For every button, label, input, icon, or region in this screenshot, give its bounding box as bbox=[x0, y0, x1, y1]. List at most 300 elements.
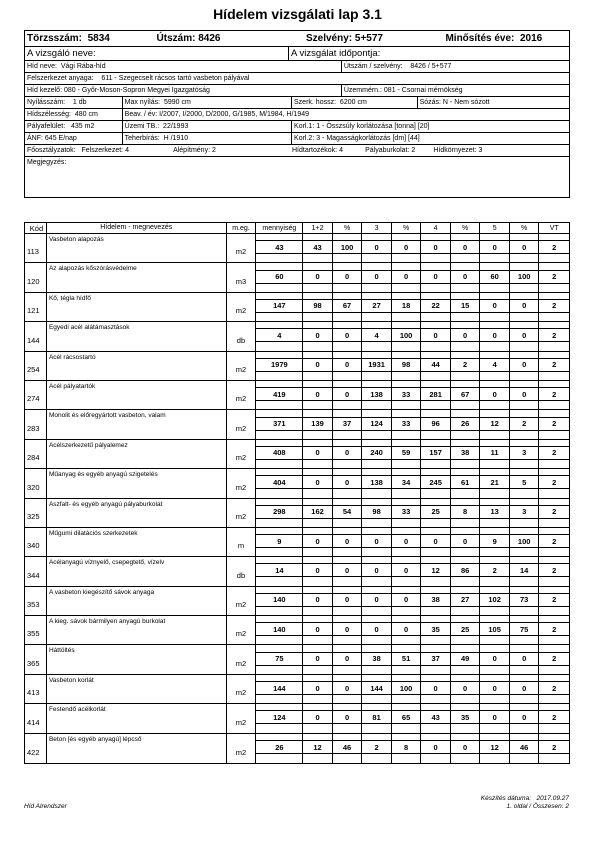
cell-value-text: 0 bbox=[510, 387, 539, 401]
cell-value-text: 2 bbox=[539, 358, 569, 372]
cell-value-text: 73 bbox=[510, 593, 539, 607]
table-row bbox=[25, 528, 569, 557]
cell-value-text: 1931 bbox=[362, 358, 391, 372]
cell-value-text: 2 bbox=[539, 240, 569, 254]
cell-value-text: 0 bbox=[510, 358, 539, 372]
cell-value bbox=[362, 645, 392, 673]
cell-mennyiseg bbox=[256, 469, 303, 497]
col-vt: VT bbox=[549, 224, 559, 232]
cell-kod: 340 bbox=[25, 528, 47, 556]
cell-value bbox=[539, 499, 569, 527]
cell-mennyiseg-value: 371 bbox=[256, 417, 302, 431]
cell-value bbox=[392, 616, 422, 644]
cell-value-text: 0 bbox=[421, 534, 450, 548]
label-hidkezelo: Híd kezelő: bbox=[27, 87, 63, 94]
cell-value-text: 100 bbox=[510, 534, 539, 548]
cell-mennyiseg-value: 1979 bbox=[256, 358, 302, 372]
label-felszerkezet: Felszerkezet anyaga: bbox=[27, 75, 94, 82]
cell-mennyiseg-value: 419 bbox=[256, 387, 302, 401]
cell-meg: m2 bbox=[227, 587, 257, 615]
cell-meg: db bbox=[227, 322, 257, 350]
cell-kod: 254 bbox=[25, 352, 47, 380]
label-korl1: Korl.1: bbox=[294, 123, 315, 130]
cell-value bbox=[480, 499, 510, 527]
cell-value-text: 0 bbox=[421, 328, 450, 342]
cell-value-text: 0 bbox=[510, 681, 539, 695]
cell-value-text: 67 bbox=[451, 387, 480, 401]
cell-kod: 414 bbox=[25, 704, 47, 732]
cell-value bbox=[480, 410, 510, 438]
cell-value-text: 0 bbox=[451, 328, 480, 342]
label-uzemi-tb: Üzemi TB.: bbox=[124, 123, 160, 130]
cell-value-text: 22 bbox=[421, 299, 450, 313]
cell-value-text: 61 bbox=[451, 475, 480, 489]
cell-value bbox=[510, 645, 540, 673]
cell-value bbox=[480, 234, 510, 262]
cell-value-text: 33 bbox=[392, 417, 421, 431]
cell-value bbox=[333, 528, 363, 556]
value-korl1: 1 - Összsúly korlátozása [tonna] [20] bbox=[316, 123, 430, 130]
cell-value-text: 0 bbox=[303, 622, 332, 636]
cell-value-text: 0 bbox=[333, 652, 362, 666]
cell-value bbox=[362, 234, 392, 262]
cell-value-text: 281 bbox=[421, 387, 450, 401]
col-3: 3 bbox=[362, 223, 392, 233]
cell-value bbox=[362, 352, 392, 380]
cell-value bbox=[303, 704, 333, 732]
col-pct-3: % bbox=[392, 223, 422, 233]
cell-value-text: 65 bbox=[392, 710, 421, 724]
value-palyafelulet: 435 m2 bbox=[70, 123, 95, 130]
cell-meg: m2 bbox=[227, 469, 257, 497]
cell-value bbox=[362, 734, 392, 763]
cell-value-text: 0 bbox=[303, 652, 332, 666]
value-palyaburkolat: 2 bbox=[411, 147, 416, 154]
footer-system: Híd Alrendszer bbox=[24, 803, 67, 810]
cell-value bbox=[333, 293, 363, 321]
cell-value bbox=[480, 469, 510, 497]
cell-mennyiseg bbox=[256, 293, 303, 321]
cell-value bbox=[392, 440, 422, 468]
cell-value-text: 25 bbox=[421, 505, 450, 519]
cell-megnevezes: Műanyag és egyéb anyagú szigetelés bbox=[47, 469, 227, 497]
cell-value bbox=[303, 616, 333, 644]
cell-meg: m2 bbox=[227, 440, 257, 468]
cell-value bbox=[421, 616, 451, 644]
cell-value-text: 2 bbox=[539, 593, 569, 607]
table-header bbox=[25, 222, 569, 234]
cell-value bbox=[480, 616, 510, 644]
cell-value bbox=[333, 234, 363, 262]
cell-value bbox=[539, 352, 569, 380]
cell-meg: m2 bbox=[227, 704, 257, 732]
cell-kod: 365 bbox=[25, 645, 47, 673]
label-uzemmern: Üzemmérn.: bbox=[343, 87, 382, 94]
label-anf: ÁNF: bbox=[27, 135, 43, 142]
header-row-palya bbox=[25, 121, 569, 133]
cell-value bbox=[451, 528, 481, 556]
cell-value-text: 144 bbox=[362, 681, 391, 695]
cell-value-text: 0 bbox=[392, 563, 421, 577]
cell-value bbox=[303, 499, 333, 527]
cell-value-text: 27 bbox=[362, 299, 391, 313]
cell-value-text: 81 bbox=[362, 710, 391, 724]
cell-value bbox=[480, 704, 510, 732]
label-palyafelulet: Pályafelület: bbox=[27, 123, 66, 130]
cell-megnevezes: Acélszerkezetű pályalemez bbox=[47, 440, 227, 468]
cell-value bbox=[539, 234, 569, 262]
header-row-ids bbox=[25, 31, 569, 47]
cell-value bbox=[392, 234, 422, 262]
cell-value bbox=[421, 352, 451, 380]
cell-value-text: 2 bbox=[539, 534, 569, 548]
cell-value bbox=[333, 675, 363, 703]
cell-value bbox=[421, 528, 451, 556]
cell-value-text: 2 bbox=[539, 652, 569, 666]
label-felszerkezet2: Felszerkezet: bbox=[81, 147, 124, 154]
cell-mennyiseg-value: 140 bbox=[256, 622, 302, 636]
cell-value bbox=[421, 440, 451, 468]
cell-mennyiseg bbox=[256, 499, 303, 527]
cell-value-text: 0 bbox=[451, 240, 480, 254]
cell-value bbox=[510, 499, 540, 527]
table-row bbox=[25, 645, 569, 674]
cell-value-text: 0 bbox=[510, 652, 539, 666]
page-title: Hídelem vizsgálati lap 3.1 bbox=[213, 6, 382, 22]
cell-value bbox=[421, 675, 451, 703]
cell-value-text: 13 bbox=[480, 505, 509, 519]
cell-value-text: 2 bbox=[539, 710, 569, 724]
cell-value bbox=[362, 440, 392, 468]
cell-value bbox=[451, 293, 481, 321]
cell-value-text: 0 bbox=[333, 622, 362, 636]
cell-value-text: 0 bbox=[303, 681, 332, 695]
footer-date: 2017.09.27 bbox=[536, 795, 569, 802]
footer-date-label: Készítés dátuma: bbox=[480, 795, 532, 802]
cell-value-text: 138 bbox=[362, 387, 391, 401]
cell-value bbox=[303, 734, 333, 763]
cell-value bbox=[333, 322, 363, 350]
cell-value-text: 12 bbox=[480, 417, 509, 431]
value-felszerkezet: 611 - Szegecselt rácsos tartó vasbeton pályával bbox=[101, 75, 250, 82]
cell-value-text: 0 bbox=[333, 446, 362, 460]
col-megnevezes: Hídelem - megnevezés bbox=[47, 223, 227, 233]
cell-value-text: 2 bbox=[539, 328, 569, 342]
cell-value-text: 0 bbox=[303, 328, 332, 342]
cell-value-text: 11 bbox=[480, 446, 509, 460]
cell-value bbox=[510, 440, 540, 468]
cell-mennyiseg bbox=[256, 381, 303, 409]
cell-value-text: 2 bbox=[510, 417, 539, 431]
cell-value-text: 98 bbox=[303, 299, 332, 313]
hidelem-table bbox=[24, 222, 570, 764]
table-row bbox=[25, 469, 569, 498]
table-row bbox=[25, 440, 569, 469]
cell-value bbox=[362, 263, 392, 291]
cell-mennyiseg bbox=[256, 557, 303, 585]
cell-value-text: 0 bbox=[333, 358, 362, 372]
table-row bbox=[25, 352, 569, 381]
cell-meg: m2 bbox=[227, 734, 257, 763]
cell-value bbox=[480, 263, 510, 291]
value-alepitmeny: 2 bbox=[211, 147, 216, 154]
cell-value-text: 0 bbox=[303, 387, 332, 401]
cell-value-text: 0 bbox=[333, 475, 362, 489]
cell-value-text: 162 bbox=[303, 505, 332, 519]
cell-value bbox=[333, 616, 363, 644]
cell-value-text: 3 bbox=[510, 446, 539, 460]
cell-value bbox=[539, 381, 569, 409]
label-idopont: A vizsgálat időpontja: bbox=[291, 48, 381, 59]
table-row bbox=[25, 557, 569, 586]
cell-value bbox=[539, 440, 569, 468]
cell-value bbox=[510, 734, 540, 763]
value-hidkornyezet: 3 bbox=[478, 147, 483, 154]
cell-mennyiseg-value: 124 bbox=[256, 710, 302, 724]
cell-value-text: 44 bbox=[421, 358, 450, 372]
cell-megnevezes: Acél pályatartók bbox=[47, 381, 227, 409]
label-teherbiras: Teherbírás: bbox=[124, 135, 160, 142]
cell-value-text: 157 bbox=[421, 446, 450, 460]
value-teherbiras: H /1910 bbox=[163, 135, 189, 142]
cell-mennyiseg-value: 14 bbox=[256, 563, 302, 577]
header-row-szelesseg bbox=[25, 109, 569, 121]
label-alepitmeny: Alépítmény: bbox=[173, 147, 211, 154]
cell-value bbox=[480, 557, 510, 585]
cell-value bbox=[303, 234, 333, 262]
cell-value bbox=[333, 440, 363, 468]
cell-mennyiseg-value: 408 bbox=[256, 446, 302, 460]
table-row bbox=[25, 410, 569, 439]
cell-megnevezes: Műgumi dilatációs szerkezetek bbox=[47, 528, 227, 556]
cell-value bbox=[303, 352, 333, 380]
label-sozas: Sózás: bbox=[419, 99, 441, 106]
cell-value bbox=[451, 381, 481, 409]
cell-value-text: 139 bbox=[303, 417, 332, 431]
cell-value bbox=[510, 616, 540, 644]
cell-mennyiseg bbox=[256, 410, 303, 438]
cell-megnevezes: Háttöltés bbox=[47, 645, 227, 673]
cell-megnevezes: Festendő acélkorlát bbox=[47, 704, 227, 732]
cell-value bbox=[421, 322, 451, 350]
cell-value bbox=[392, 352, 422, 380]
cell-value bbox=[451, 410, 481, 438]
cell-value bbox=[510, 587, 540, 615]
cell-value-text: 12 bbox=[480, 740, 509, 754]
cell-value-text: 0 bbox=[421, 740, 450, 754]
cell-meg: m2 bbox=[227, 616, 257, 644]
cell-value bbox=[362, 704, 392, 732]
cell-value-text: 37 bbox=[333, 417, 362, 431]
cell-mennyiseg-value: 147 bbox=[256, 299, 302, 313]
cell-value-text: 0 bbox=[480, 710, 509, 724]
cell-value-text: 102 bbox=[480, 593, 509, 607]
cell-value bbox=[362, 587, 392, 615]
cell-value-text: 0 bbox=[362, 270, 391, 284]
label-szerk-hossz: Szerk. hossz: bbox=[294, 99, 337, 106]
cell-value bbox=[392, 322, 422, 350]
cell-value-text: 54 bbox=[333, 505, 362, 519]
cell-megnevezes: Aszfalt- és egyéb anyagú pályaburkolat bbox=[47, 499, 227, 527]
col-4: 4 bbox=[421, 223, 451, 233]
header-row-name bbox=[25, 61, 569, 73]
cell-meg: m2 bbox=[227, 645, 257, 673]
cell-value-text: 2 bbox=[539, 563, 569, 577]
cell-value bbox=[421, 734, 451, 763]
cell-megnevezes: Egyedi acél alátámasztások bbox=[47, 322, 227, 350]
cell-value-text: 9 bbox=[480, 534, 509, 548]
cell-value bbox=[333, 645, 363, 673]
cell-mennyiseg bbox=[256, 616, 303, 644]
cell-mennyiseg-value: 9 bbox=[256, 534, 302, 548]
table-row bbox=[25, 675, 569, 704]
cell-value bbox=[392, 645, 422, 673]
cell-value bbox=[510, 234, 540, 262]
cell-value bbox=[392, 734, 422, 763]
cell-kod: 353 bbox=[25, 587, 47, 615]
cell-meg: m bbox=[227, 528, 257, 556]
cell-value-text: 18 bbox=[392, 299, 421, 313]
col-pct-5: % bbox=[510, 223, 540, 233]
cell-value bbox=[303, 557, 333, 585]
cell-value-text: 100 bbox=[510, 270, 539, 284]
cell-value bbox=[510, 381, 540, 409]
cell-value-text: 25 bbox=[451, 622, 480, 636]
cell-value bbox=[333, 381, 363, 409]
cell-value-text: 3 bbox=[510, 505, 539, 519]
table-row bbox=[25, 587, 569, 616]
cell-value-text: 240 bbox=[362, 446, 391, 460]
cell-value bbox=[362, 293, 392, 321]
cell-value bbox=[333, 410, 363, 438]
cell-mennyiseg-value: 298 bbox=[256, 505, 302, 519]
col-kod: Kód bbox=[25, 223, 47, 233]
cell-value-text: 0 bbox=[421, 681, 450, 695]
cell-value bbox=[392, 704, 422, 732]
label-palyaburkolat: Pályaburkolat: bbox=[365, 147, 410, 154]
cell-value bbox=[392, 587, 422, 615]
value-szerk-hossz: 6200 cm bbox=[339, 99, 367, 106]
cell-value-text: 0 bbox=[510, 328, 539, 342]
cell-value bbox=[421, 704, 451, 732]
cell-mennyiseg bbox=[256, 704, 303, 732]
cell-value bbox=[303, 469, 333, 497]
header-row-kezelo bbox=[25, 85, 569, 97]
cell-value bbox=[480, 587, 510, 615]
cell-value-text: 100 bbox=[392, 328, 421, 342]
cell-value-text: 0 bbox=[451, 534, 480, 548]
cell-mennyiseg-value: 60 bbox=[256, 270, 302, 284]
cell-value bbox=[392, 410, 422, 438]
cell-value-text: 0 bbox=[392, 593, 421, 607]
cell-mennyiseg-value: 75 bbox=[256, 652, 302, 666]
cell-value bbox=[303, 528, 333, 556]
cell-kod: 422 bbox=[25, 734, 47, 763]
cell-value-text: 59 bbox=[392, 446, 421, 460]
cell-mennyiseg-value: 404 bbox=[256, 475, 302, 489]
value-hidszelesseg: 480 cm bbox=[74, 111, 98, 118]
value-max-nyilas: 5990 cm bbox=[163, 99, 191, 106]
cell-meg: m2 bbox=[227, 352, 257, 380]
cell-value-text: 60 bbox=[480, 270, 509, 284]
cell-value bbox=[451, 557, 481, 585]
label-korl2: Korl.2: bbox=[294, 135, 315, 142]
cell-megnevezes: Kő, tégla hídfő bbox=[47, 293, 227, 321]
cell-value-text: 0 bbox=[333, 563, 362, 577]
cell-kod: 413 bbox=[25, 675, 47, 703]
label-vizsgalo: A vizsgáló neve: bbox=[25, 47, 289, 60]
cell-kod: 120 bbox=[25, 263, 47, 291]
cell-value-text: 2 bbox=[539, 475, 569, 489]
cell-mennyiseg bbox=[256, 263, 303, 291]
cell-meg: m2 bbox=[227, 293, 257, 321]
cell-value-text: 38 bbox=[451, 446, 480, 460]
cell-mennyiseg bbox=[256, 234, 303, 262]
cell-value-text: 43 bbox=[303, 240, 332, 254]
cell-mennyiseg bbox=[256, 440, 303, 468]
cell-value bbox=[362, 499, 392, 527]
cell-value-text: 0 bbox=[303, 475, 332, 489]
table-row bbox=[25, 234, 569, 263]
cell-value-text: 33 bbox=[392, 387, 421, 401]
header-row-anf bbox=[25, 133, 569, 145]
value-utszam: 8426 bbox=[198, 33, 221, 44]
cell-value bbox=[539, 675, 569, 703]
cell-value-text: 0 bbox=[451, 681, 480, 695]
cell-value bbox=[362, 381, 392, 409]
cell-value-text: 0 bbox=[362, 240, 391, 254]
cell-value-text: 0 bbox=[303, 710, 332, 724]
cell-megnevezes: Acél rácsostartó bbox=[47, 352, 227, 380]
cell-value-text: 0 bbox=[480, 652, 509, 666]
cell-value-text: 14 bbox=[510, 563, 539, 577]
cell-value-text: 0 bbox=[333, 593, 362, 607]
value-hid-neve: Vági Rába-híd bbox=[60, 63, 106, 70]
cell-value-text: 15 bbox=[451, 299, 480, 313]
cell-megnevezes: Vasbeton alapozás bbox=[47, 234, 227, 262]
table-row bbox=[25, 704, 569, 733]
cell-value bbox=[303, 675, 333, 703]
cell-kod: 344 bbox=[25, 557, 47, 585]
cell-value-text: 34 bbox=[392, 475, 421, 489]
cell-value-text: 96 bbox=[421, 417, 450, 431]
cell-kod: 320 bbox=[25, 469, 47, 497]
cell-megnevezes: A kieg. sávok bármilyen anyagú burkolat bbox=[47, 616, 227, 644]
cell-value bbox=[392, 557, 422, 585]
cell-value-text: 2 bbox=[539, 681, 569, 695]
cell-value bbox=[451, 704, 481, 732]
cell-value-text: 75 bbox=[510, 622, 539, 636]
cell-value bbox=[480, 528, 510, 556]
cell-value bbox=[303, 263, 333, 291]
cell-value-text: 0 bbox=[333, 710, 362, 724]
cell-value bbox=[362, 410, 392, 438]
col-1-2: 1+2 bbox=[303, 223, 333, 233]
table-row bbox=[25, 381, 569, 410]
cell-mennyiseg bbox=[256, 734, 303, 763]
col-5: 5 bbox=[480, 223, 510, 233]
cell-value bbox=[303, 410, 333, 438]
label-foosztalyzatok: Főosztályzatok: bbox=[27, 147, 76, 154]
label-nyilasszam: Nyílásszám: bbox=[27, 99, 66, 106]
cell-value-text: 38 bbox=[421, 593, 450, 607]
cell-value bbox=[451, 587, 481, 615]
cell-value bbox=[539, 528, 569, 556]
cell-value-text: 98 bbox=[392, 358, 421, 372]
cell-value-text: 2 bbox=[480, 563, 509, 577]
cell-kod: 121 bbox=[25, 293, 47, 321]
cell-value bbox=[362, 469, 392, 497]
